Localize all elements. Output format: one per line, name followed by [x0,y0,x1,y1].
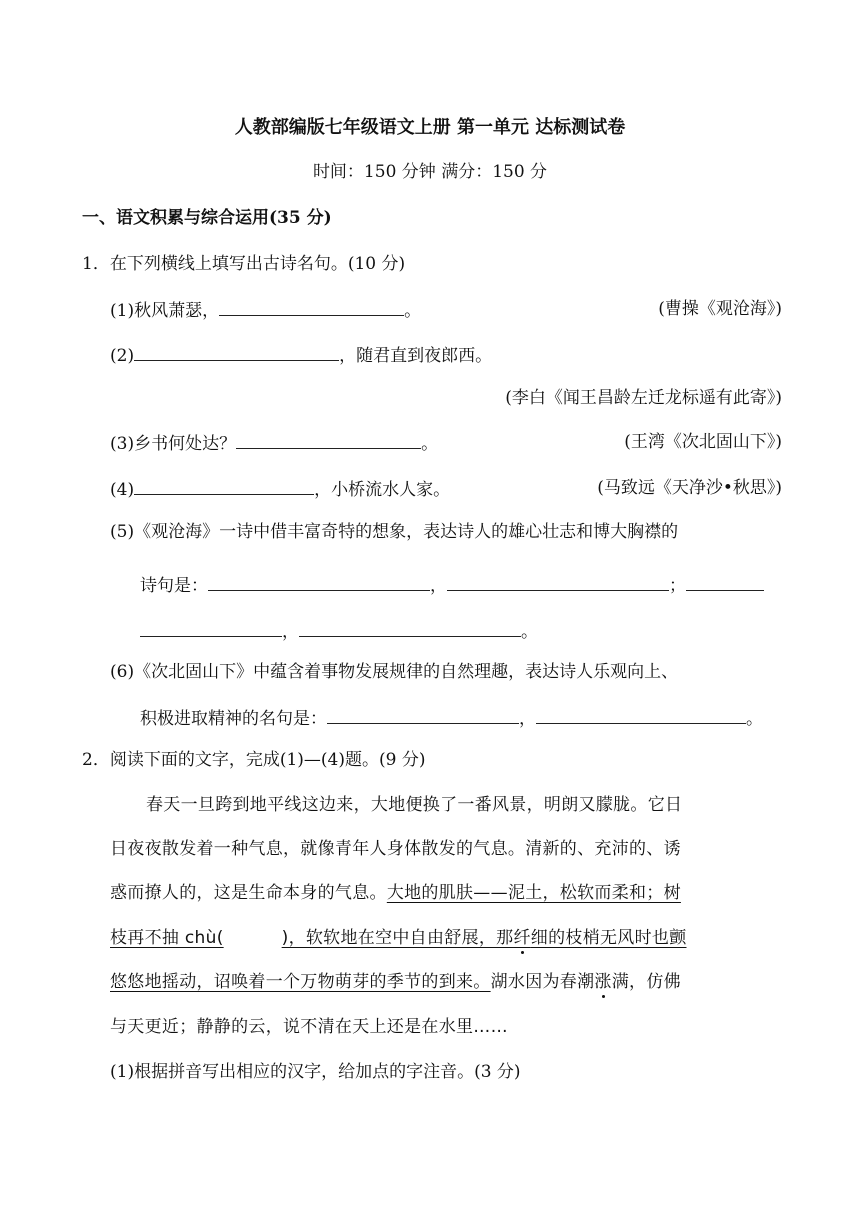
passage-line: 日夜夜散发着一种气息，就像青年人身体散发的气息。清新的、充沛的、诱 [110,839,681,859]
answer-blank[interactable] [219,297,404,316]
q1-item5-comma: ， [430,576,447,596]
q1-item5-comma: ， [282,622,299,642]
q1-item5-semicolon: ； [669,576,686,596]
q1-item4-prefix: (4) [110,480,135,500]
q1-item1-source: (曹操《观沧海》) [658,299,782,319]
q1-item3 [110,430,438,456]
q2-stem: 2．阅读下面的文字，完成(1)—(4)题。(9 分) [82,750,426,770]
q1-item1-suffix: 。 [404,301,422,321]
q1-item5-prefix: 诗句是： [140,576,208,596]
answer-blank[interactable] [236,430,421,449]
q1-item1 [110,297,421,323]
answer-blank[interactable] [686,572,764,591]
passage-text: 湖水因为春潮 [490,972,595,992]
q1-item3-suffix: 。 [421,434,439,454]
passage-line: 春天一旦跨到地平线这边来，大地便换了一番风景，明朗又朦胧。它日 [146,795,683,815]
q1-item3-prefix: (3)乡书何处达？ [110,434,237,454]
q1-item4-source: (马致远《天净沙•秋思》) [597,478,782,498]
q1-item1-prefix: (1)秋风萧瑟， [110,301,220,321]
q1-item4-suffix: ，小桥流水人家。 [314,480,451,500]
answer-blank[interactable] [134,342,339,361]
passage-text: 细的枝梢无风时也颤 [530,928,687,948]
passage-line: 与天更近；静静的云，说不清在天上还是在水里…… [110,1017,508,1037]
q1-item2 [110,342,492,368]
q1-item2-suffix: ，随君直到夜郎西。 [339,346,493,366]
section-heading: 一、语文积累与综合运用(35 分) [82,208,332,228]
passage-text: )，软软地在空中自由舒展，那 [281,928,514,948]
answer-blank[interactable] [327,705,519,724]
passage-text: 惑而撩人的，这是生命本身的气息。 [110,883,387,903]
passage-line [110,926,687,950]
q1-item6-line2 [140,705,763,731]
underlined-sentence: 大地的肌肤——泥土，松软而柔和；树 [386,883,681,903]
q1-item2-prefix: (2) [110,346,135,366]
q1-item4 [110,476,450,502]
dotted-char: 涨 [594,972,612,992]
q1-item5-line1: (5)《观沧海》一诗中借丰富奇特的想象，表达诗人的雄心壮志和博大胸襟的 [110,522,679,542]
q1-stem: 1．在下列横线上填写出古诗名句。(10 分) [82,254,406,274]
answer-blank[interactable] [447,572,669,591]
q1-item5-line2 [140,572,764,598]
answer-blank[interactable] [134,476,314,495]
passage-line [110,970,681,994]
time-score-info: 时间：150 分钟 满分：150 分 [312,162,548,182]
q2-sub1: (1)根据拼音写出相应的汉字，给加点的字注音。(3 分) [110,1062,521,1082]
q1-item3-source: (王湾《次北固山下》) [624,432,782,452]
answer-blank[interactable] [140,618,282,637]
q1-item5-line3 [140,618,538,644]
answer-blank[interactable] [299,618,521,637]
dotted-char: 纤 [513,928,531,948]
passage-text: 满，仿佛 [611,972,681,992]
q1-item6-line1: (6)《次北固山下》中蕴含着事物发展规律的自然理趣，表达诗人乐观向上、 [110,662,679,682]
answer-blank[interactable] [536,705,746,724]
q1-item6-period: 。 [746,709,763,729]
passage-text: 枝再不抽 chù( [110,928,224,948]
underlined-sentence: 悠悠地摇动，诏唤着一个万物萌芽的季节的到来。 [110,972,491,992]
q1-item6-comma: ， [519,709,536,729]
answer-blank[interactable] [208,572,430,591]
q1-item5-period: 。 [521,622,538,642]
passage-line [110,881,681,905]
exam-title: 人教部编版七年级语文上册 第一单元 达标测试卷 [234,117,626,138]
q1-item2-source: (李白《闻王昌龄左迁龙标遥有此寄》) [505,388,782,408]
q1-item6-prefix: 积极进取精神的名句是： [140,709,327,729]
